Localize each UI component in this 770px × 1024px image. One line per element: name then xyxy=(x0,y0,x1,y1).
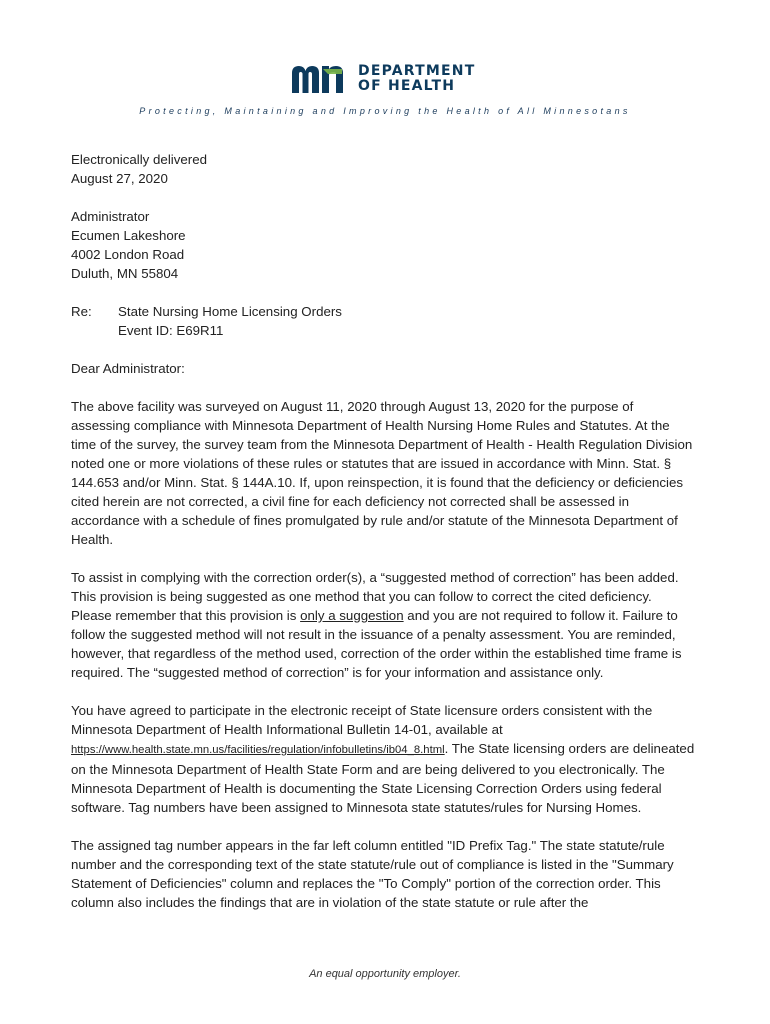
re-label: Re: xyxy=(71,304,92,319)
logo-line-1: DEPARTMENT xyxy=(358,63,476,79)
bulletin-link[interactable]: https://www.health.state.mn.us/facilities/regulation/infobulletins/ib04_8.html xyxy=(71,744,445,756)
re-subject: State Nursing Home Licensing Orders xyxy=(118,304,342,319)
salutation: Dear Administrator: xyxy=(71,361,185,376)
recipient-line: Ecumen Lakeshore xyxy=(71,228,186,243)
paragraph-electronic-receipt xyxy=(71,701,696,817)
recipient-line: Duluth, MN 55804 xyxy=(71,266,179,281)
recipient-block xyxy=(71,207,696,283)
logo-line-2: OF HEALTH xyxy=(358,78,456,94)
tagline: Protecting, Maintaining and Improving the Health of All Minnesotans xyxy=(139,106,631,116)
recipient-line: Administrator xyxy=(71,209,150,224)
delivery-method: Electronically delivered xyxy=(71,152,207,167)
p3-text-b: . The State licensing orders are delineated on the Minnesota Department of Health State Form and are being delivered to you electronically. The Minnesota Department of Health is documenting the State Licensing Correction Orders using federal software. Tag numbers have been assigned to Minnesota state statutes/rules for Nursing Homes. xyxy=(71,741,695,815)
p2-text-a: To assist in complying with the correction order(s), a “suggested method of correction” has been added. This provision is being suggested as one method that you can follow to correct the cited deficiency. Please remember that this provision is xyxy=(71,570,679,623)
p2-text-b: and you are not required to follow it. Failure to follow the suggested method will not result in the issuance of a penalty assessment. You are reminded, however, that regardless of the method used, correction of the order within the established time frame is required. The “suggested method of correction” is for your information and assistance only. xyxy=(71,608,682,680)
letter-body xyxy=(71,150,696,912)
paragraph-tag-number: The assigned tag number appears in the far left column entitled "ID Prefix Tag." The state statute/rule number and the corresponding text of the state statute/rule out of compliance is listed in the "Summary Statement of Deficiencies" column and replaces the "To Comply" portion of the correction order. This column also includes the findings that are in violation of the state statute or rule after the xyxy=(71,838,674,910)
recipient-line: 4002 London Road xyxy=(71,247,185,262)
p3-text-a: You have agreed to participate in the electronic receipt of State licensure orders consistent with the Minnesota Department of Health Informational Bulletin 14-01, available at xyxy=(71,703,653,737)
re-block xyxy=(71,302,696,340)
paragraph-survey: The above facility was surveyed on August 11, 2020 through August 13, 2020 for the purpose of assessing compliance with Minnesota Department of Health Nursing Home Rules and Statutes. At the time of the survey, the survey team from the Minnesota Department of Health - Health Regulation Division noted one or more violations of these rules or statutes that are issued in accordance with Minn. Stat. § 144.653 and/or Minn. Stat. § 144A.10. If, upon reinspection, it is found that the deficiency or deficiencies cited herein are not corrected, a civil fine for each deficiency not corrected shall be assessed in accordance with a schedule of fines promulgated by rule and/or statute of the Minnesota Department of Health. xyxy=(71,399,693,547)
footer-equal-opportunity: An equal opportunity employer. xyxy=(309,968,461,980)
mn-logo-icon xyxy=(290,63,352,95)
paragraph-suggested-method xyxy=(71,568,696,682)
mdh-logo xyxy=(290,62,475,96)
letter-date: August 27, 2020 xyxy=(71,171,168,186)
only-a-suggestion-underlined: only a suggestion xyxy=(300,608,404,623)
re-event-id: Event ID: E69R11 xyxy=(118,323,224,338)
